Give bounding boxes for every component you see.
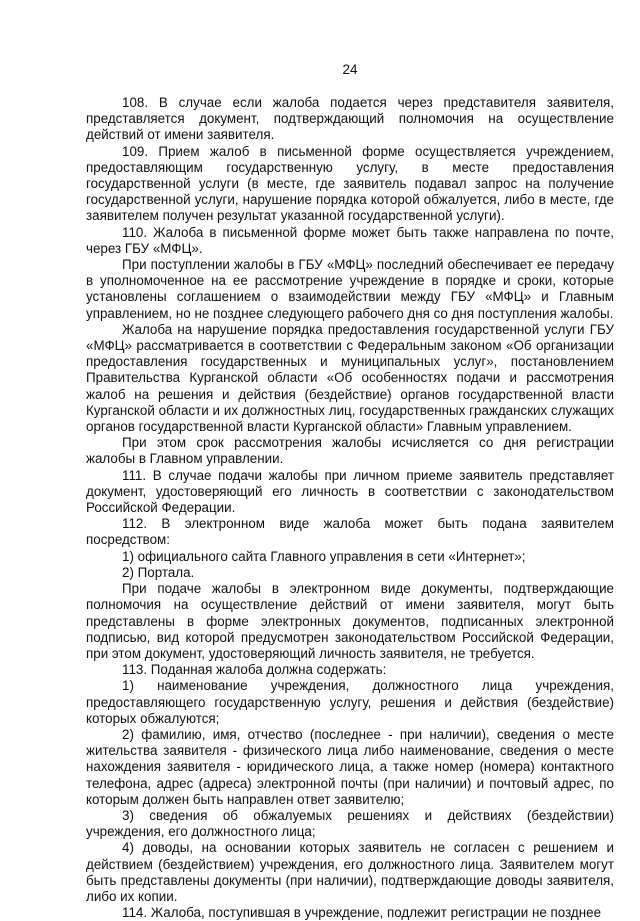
paragraph-109: 109. Прием жалоб в письменной форме осуществляется учреждением, предоставляющим государственную услугу, в месте предоставления государственной услуги (в месте, где заявитель подавал запрос на получение государственной услуги, нарушение порядка которой обжалуется, либо в месте, где заявителем получен результат указанной государственной услуги).: [86, 143, 614, 224]
page-number: 24: [342, 62, 358, 77]
paragraph-electronic-docs: При подаче жалобы в электронном виде документы, подтверждающие полномочия на осуществление действий от имени заявителя, могут быть представлены в форме электронных документов, подписанных электронной подписью, вид которой предусмотрен законодательством Российской Федерации, при этом документ, удостоверяющий личность заявителя, не требуется.: [86, 581, 614, 661]
list-item-appealed-decisions: 3) сведения об обжалуемых решениях и действиях (бездействии) учреждения, его должностного лица;: [86, 807, 614, 840]
paragraph-111: 111. В случае подачи жалобы при личном приеме заявитель представляет документ, удостоверяющий его личность в соответствии с законодательством Российской Федерации.: [86, 467, 614, 516]
paragraph-108: 108. В случае если жалоба подается через представителя заявителя, представляется документ, подтверждающий полномочия на осуществление действий от имени заявителя.: [86, 95, 614, 143]
list-item-portal: 2) Портала.: [122, 564, 195, 580]
list-item-applicant-details: 2) фамилию, имя, отчество (последнее - при наличии), сведения о месте жительства заявителя - физического лица либо наименование, сведения о месте нахождения заявителя - юридического лица, а также номер (номера) контактного телефона, адрес (адреса) электронной почты (при наличии) и почтовый адрес, по которым должен быть направлен ответ заявителю;: [86, 726, 614, 807]
paragraph-110: 110. Жалоба в письменной форме может быть также направлена по почте, через ГБУ «МФЦ».: [86, 224, 614, 256]
paragraph-review-term: При этом срок рассмотрения жалобы исчисляется со дня регистрации жалобы в Главном управлении.: [86, 435, 614, 467]
paragraph-mfc-transfer: При поступлении жалобы в ГБУ «МФЦ» последний обеспечивает ее передачу в уполномоченное на ее рассмотрение учреждение в порядке и сроки, которые установлены соглашением о взаимодействии между ГБУ «МФЦ» и Главным управлением, но не позднее следующего рабочего дня со дня поступления жалобы.: [86, 257, 614, 321]
list-item-arguments: 4) доводы, на основании которых заявитель не согласен с решением и действием (бездействием) учреждения, его должностного лица. Заявителем могут быть представлены документы (при наличии), подтверждающие доводы заявителя, либо их копии.: [86, 840, 614, 904]
paragraph-112: 112. В электронном виде жалоба может быть подана заявителем посредством:: [86, 516, 614, 548]
paragraph-mfc-complaint: Жалоба на нарушение порядка предоставления государственной услуги ГБУ «МФЦ» рассматривается в соответствии с Федеральным законом «Об организации предоставления государственных и муниципальных услуг», постановлением Правительства Курганской области «Об особенностях подачи и рассмотрения жалоб на решения и действия (бездействие) органов государственной власти Курганской области и их должностных лиц, государственных гражданских служащих органов государственной власти Курганской области» Главным управлением.: [86, 321, 614, 435]
document-body: [86, 95, 614, 921]
paragraph-113: 113. Поданная жалоба должна содержать:: [122, 662, 387, 678]
list-item-institution-name: 1) наименование учреждения, должностного лица учреждения, предоставляющего государственную услугу, решения и действия (бездействие) которых обжалуются;: [86, 678, 614, 726]
paragraph-114: 114. Жалоба, поступившая в учреждение, подлежит регистрации не позднее: [122, 905, 602, 921]
list-item-website: 1) официального сайта Главного управления в сети «Интернет»;: [122, 548, 526, 564]
